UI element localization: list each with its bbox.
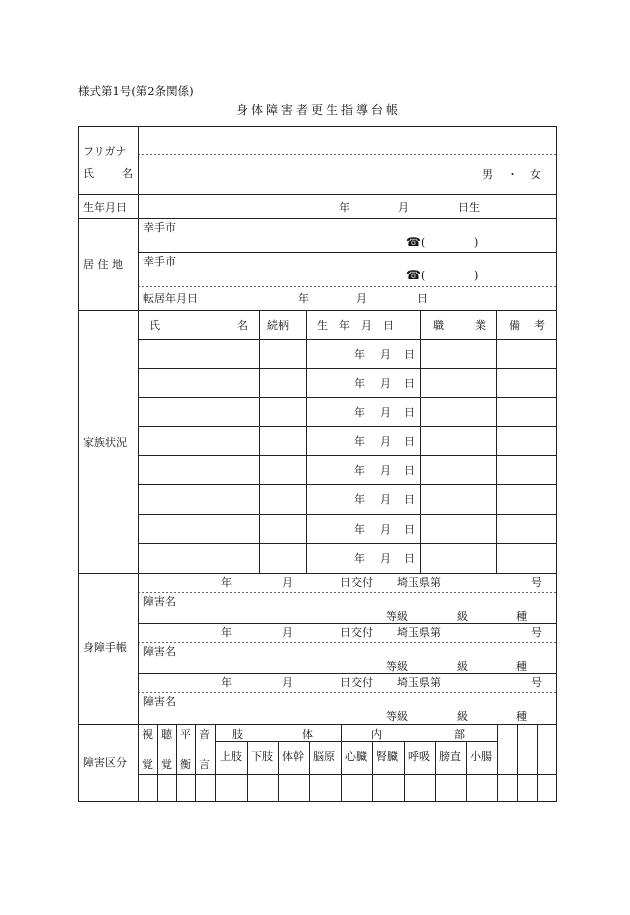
handbook-grade-label: 等級 [386, 710, 408, 723]
cat-hearing-2: 覚 [161, 758, 172, 771]
residence-city-1: 幸手市 [143, 221, 176, 234]
cat-balance-1: 平 [180, 728, 191, 741]
cat-balance-2: 衡 [180, 758, 191, 771]
phone-open-1: ( [421, 236, 426, 249]
category-internal-item: 膀直 [439, 750, 461, 763]
telephone-icon: ☎ [406, 268, 421, 282]
move-day-unit: 日 [417, 292, 428, 305]
gender-separator: ・ [507, 168, 518, 181]
handbook-issued-label: 日交付 [340, 576, 373, 589]
phone-close-2: ) [474, 269, 479, 282]
cat-speech-2: 言 [199, 758, 210, 771]
family-row-year-unit: 年 [354, 552, 365, 565]
family-row-year-unit: 年 [354, 523, 365, 536]
handbook-issued-label: 日交付 [340, 626, 373, 639]
category-limb-item: 脳原 [313, 750, 335, 763]
family-row-day-unit: 日 [404, 435, 415, 448]
family-row-day-unit: 日 [404, 348, 415, 361]
cat-hearing-1: 聴 [161, 728, 172, 741]
page-title: 身体障害者更生指導台帳 [236, 103, 402, 117]
furigana-label: フリガナ [83, 145, 127, 158]
handbook-grade-label: 等級 [386, 660, 408, 673]
gender-male[interactable]: 男 [482, 168, 493, 181]
family-row-month-unit: 月 [380, 464, 391, 477]
family-row-year-unit: 年 [354, 464, 365, 477]
family-header-birth: 生 年 月 日 [317, 319, 394, 332]
handbook-pref-label: 埼玉県第 [397, 576, 441, 589]
handbook-kyu-unit: 級 [457, 610, 468, 623]
family-row-month-unit: 月 [380, 523, 391, 536]
handbook-label: 身障手帳 [83, 641, 127, 654]
family-row-month-unit: 月 [380, 348, 391, 361]
handbook-month-unit: 月 [282, 626, 293, 639]
family-header-job-2: 業 [475, 319, 486, 332]
cat-internal-1: 内 [371, 728, 382, 741]
gender-female[interactable]: 女 [530, 168, 541, 181]
move-month-unit: 月 [356, 292, 367, 305]
handbook-kyu-unit: 級 [457, 660, 468, 673]
handbook-issued-label: 日交付 [340, 676, 373, 689]
telephone-icon: ☎ [406, 235, 421, 249]
handbook-pref-label: 埼玉県第 [397, 676, 441, 689]
residence-city-2: 幸手市 [143, 255, 176, 268]
cat-vision-2: 覚 [142, 758, 153, 771]
family-row-day-unit: 日 [404, 377, 415, 390]
handbook-shu-unit: 種 [516, 610, 527, 623]
family-row-day-unit: 日 [404, 523, 415, 536]
birth-day-unit: 日生 [458, 201, 480, 214]
family-row-month-unit: 月 [380, 406, 391, 419]
cat-internal-2: 部 [454, 728, 465, 741]
handbook-month-unit: 月 [282, 576, 293, 589]
family-row-year-unit: 年 [354, 406, 365, 419]
birth-year-unit: 年 [339, 201, 350, 214]
family-row-year-unit: 年 [354, 348, 365, 361]
move-date-label: 転居年月日 [143, 292, 198, 305]
birth-label: 生年月日 [83, 201, 127, 214]
family-header-job-1: 職 [433, 319, 444, 332]
family-header-note-1: 備 [509, 319, 520, 332]
family-header-note-2: 考 [534, 319, 545, 332]
handbook-kyu-unit: 級 [457, 710, 468, 723]
handbook-year-unit: 年 [221, 576, 232, 589]
residence-label: 居 住 地 [83, 258, 123, 271]
family-row-month-unit: 月 [380, 377, 391, 390]
handbook-month-unit: 月 [282, 676, 293, 689]
family-row-month-unit: 月 [380, 435, 391, 448]
handbook-disability-label: 障害名 [143, 695, 176, 708]
family-row-day-unit: 日 [404, 493, 415, 506]
handbook-number-unit: 号 [531, 626, 542, 639]
family-row-day-unit: 日 [404, 464, 415, 477]
family-label: 家族状況 [83, 436, 127, 449]
handbook-grade-label: 等級 [386, 610, 408, 623]
phone-open-2: ( [421, 269, 426, 282]
category-limb-item: 体幹 [282, 750, 304, 763]
family-row-month-unit: 月 [380, 493, 391, 506]
handbook-pref-label: 埼玉県第 [397, 626, 441, 639]
name-label-2: 名 [122, 167, 133, 180]
birth-month-unit: 月 [398, 201, 409, 214]
move-year-unit: 年 [298, 292, 309, 305]
family-row-year-unit: 年 [354, 493, 365, 506]
category-limb-item: 上肢 [220, 750, 242, 763]
phone-close-1: ) [474, 236, 479, 249]
category-label: 障害区分 [83, 756, 127, 769]
cat-speech-1: 音 [199, 728, 210, 741]
handbook-year-unit: 年 [221, 626, 232, 639]
family-row-month-unit: 月 [380, 552, 391, 565]
handbook-disability-label: 障害名 [143, 595, 176, 608]
cat-limbs-1: 肢 [232, 728, 243, 741]
family-header-relation: 続柄 [267, 319, 289, 332]
family-row-day-unit: 日 [404, 406, 415, 419]
family-row-year-unit: 年 [354, 377, 365, 390]
handbook-number-unit: 号 [531, 676, 542, 689]
category-limb-item: 下肢 [251, 750, 273, 763]
family-header-name-2: 名 [237, 319, 248, 332]
category-internal-item: 小腸 [470, 750, 492, 763]
handbook-shu-unit: 種 [516, 660, 527, 673]
category-internal-item: 心臓 [345, 750, 367, 763]
handbook-number-unit: 号 [531, 576, 542, 589]
family-row-day-unit: 日 [404, 552, 415, 565]
handbook-year-unit: 年 [221, 676, 232, 689]
family-header-name-1: 氏 [149, 319, 160, 332]
category-internal-item: 腎臓 [376, 750, 398, 763]
handbook-shu-unit: 種 [516, 710, 527, 723]
handbook-disability-label: 障害名 [143, 645, 176, 658]
category-internal-item: 呼吸 [408, 750, 430, 763]
name-label-1: 氏 [83, 167, 94, 180]
cat-vision-1: 視 [142, 728, 153, 741]
cat-limbs-2: 体 [302, 728, 313, 741]
form-number: 様式第1号(第2条関係) [78, 84, 194, 98]
family-row-year-unit: 年 [354, 435, 365, 448]
